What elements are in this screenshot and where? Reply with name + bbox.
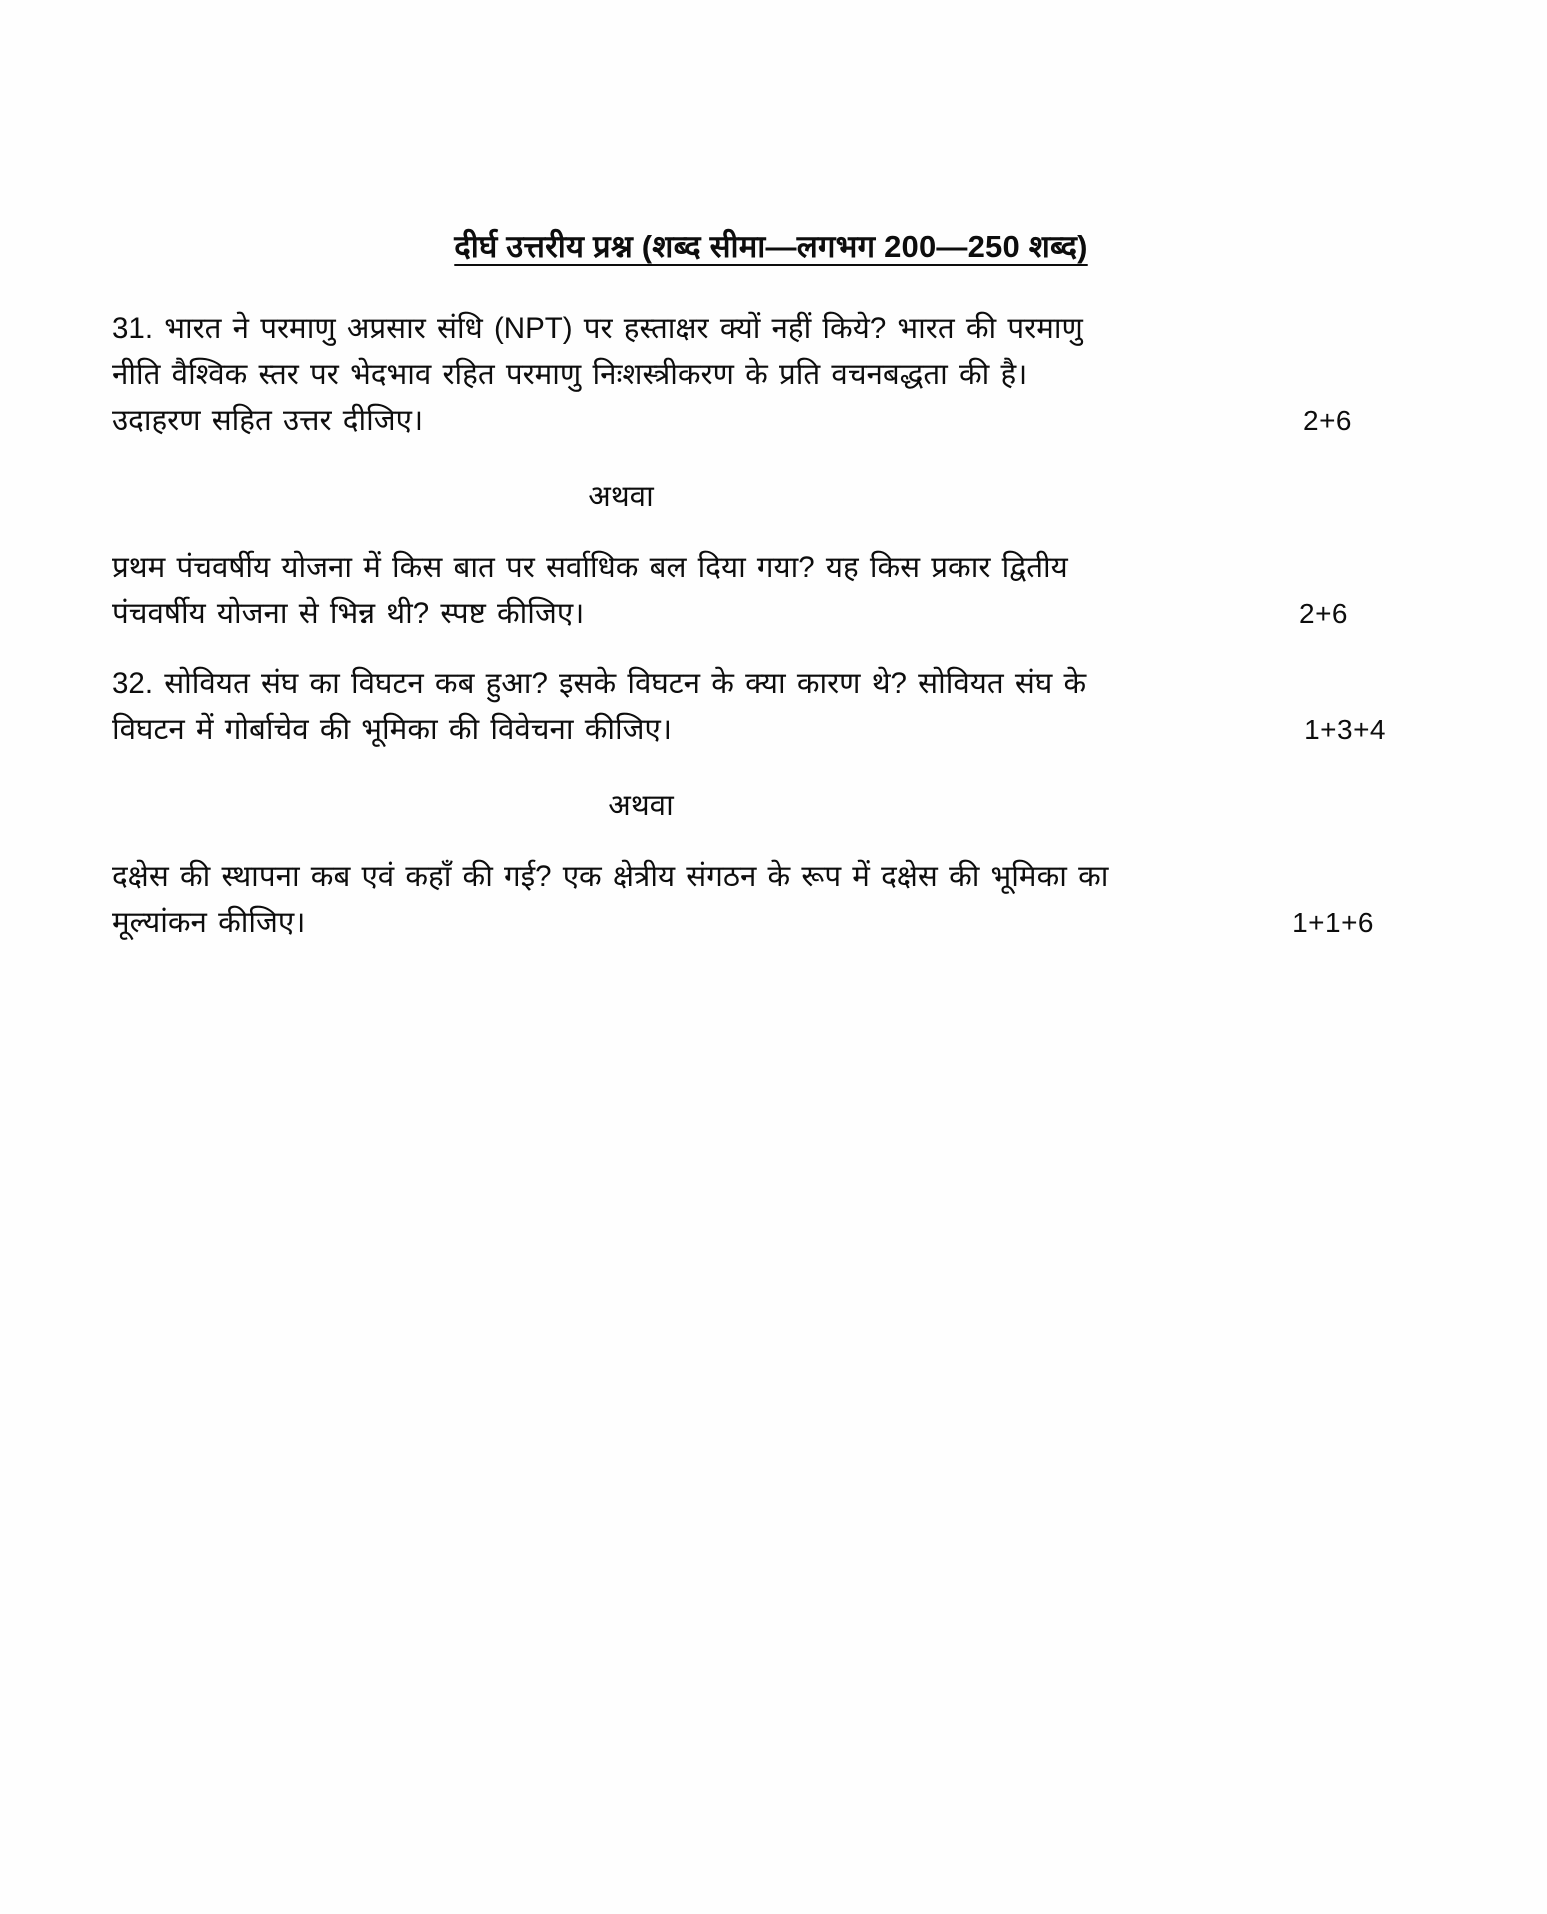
question-31-alt-line-1: प्रथम पंचवर्षीय योजना में किस बात पर सर्वाधिक बल दिया गया? यह किस प्रकार द्वितीय	[112, 550, 1068, 584]
section-heading	[112, 226, 1430, 268]
question-31-line-2: नीति वैश्विक स्तर पर भेदभाव रहित परमाणु निःशस्त्रीकरण के प्रति वचनबद्धता की है।	[112, 357, 1028, 391]
question-32	[112, 661, 1430, 753]
section-heading-text: दीर्घ उत्तरीय प्रश्न (शब्द सीमा—लगभग 200—250 शब्द)	[454, 229, 1088, 264]
page-content	[112, 226, 1430, 956]
question-32-alt-marks: 1+1+6	[1292, 906, 1374, 938]
question-32-line-2: विघटन में गोर्बाचेव की भूमिका की विवेचना कीजिए।	[112, 712, 673, 746]
alternative-divider-1: अथवा	[588, 479, 654, 513]
question-32-line-1: 32. सोवियत संघ का विघटन कब हुआ? इसके विघटन के क्या कारण थे? सोवियत संघ के	[112, 666, 1087, 700]
question-31-alt-marks: 2+6	[1299, 597, 1348, 629]
question-32-line-2-row	[112, 707, 1430, 753]
question-32-alt-line-2: मूल्यांकन कीजिए।	[112, 905, 306, 939]
alternative-divider-2: अथवा	[608, 788, 674, 822]
question-31-line-1: 31. भारत ने परमाणु अप्रसार संधि (NPT) पर हस्ताक्षर क्यों नहीं किये? भारत की परमाणु	[112, 311, 1083, 345]
question-31-alternative	[112, 545, 1430, 637]
question-32-alt-line-2-row	[112, 900, 1430, 946]
question-31-marks: 2+6	[1303, 404, 1352, 436]
question-31-alt-line-2-row	[112, 591, 1430, 637]
question-32-alternative	[112, 854, 1430, 946]
question-31	[112, 306, 1430, 444]
question-31-alt-line-2: पंचवर्षीय योजना से भिन्न थी? स्पष्ट कीजिए।	[112, 596, 585, 630]
question-32-alt-line-1: दक्षेस की स्थापना कब एवं कहाँ की गई? एक क्षेत्रीय संगठन के रूप में दक्षेस की भूमिका का	[112, 859, 1109, 893]
spacer	[112, 647, 1430, 661]
question-32-marks: 1+3+4	[1304, 713, 1386, 745]
question-31-line-3-row	[112, 398, 1430, 444]
question-31-line-3: उदाहरण सहित उत्तर दीजिए।	[112, 403, 424, 437]
